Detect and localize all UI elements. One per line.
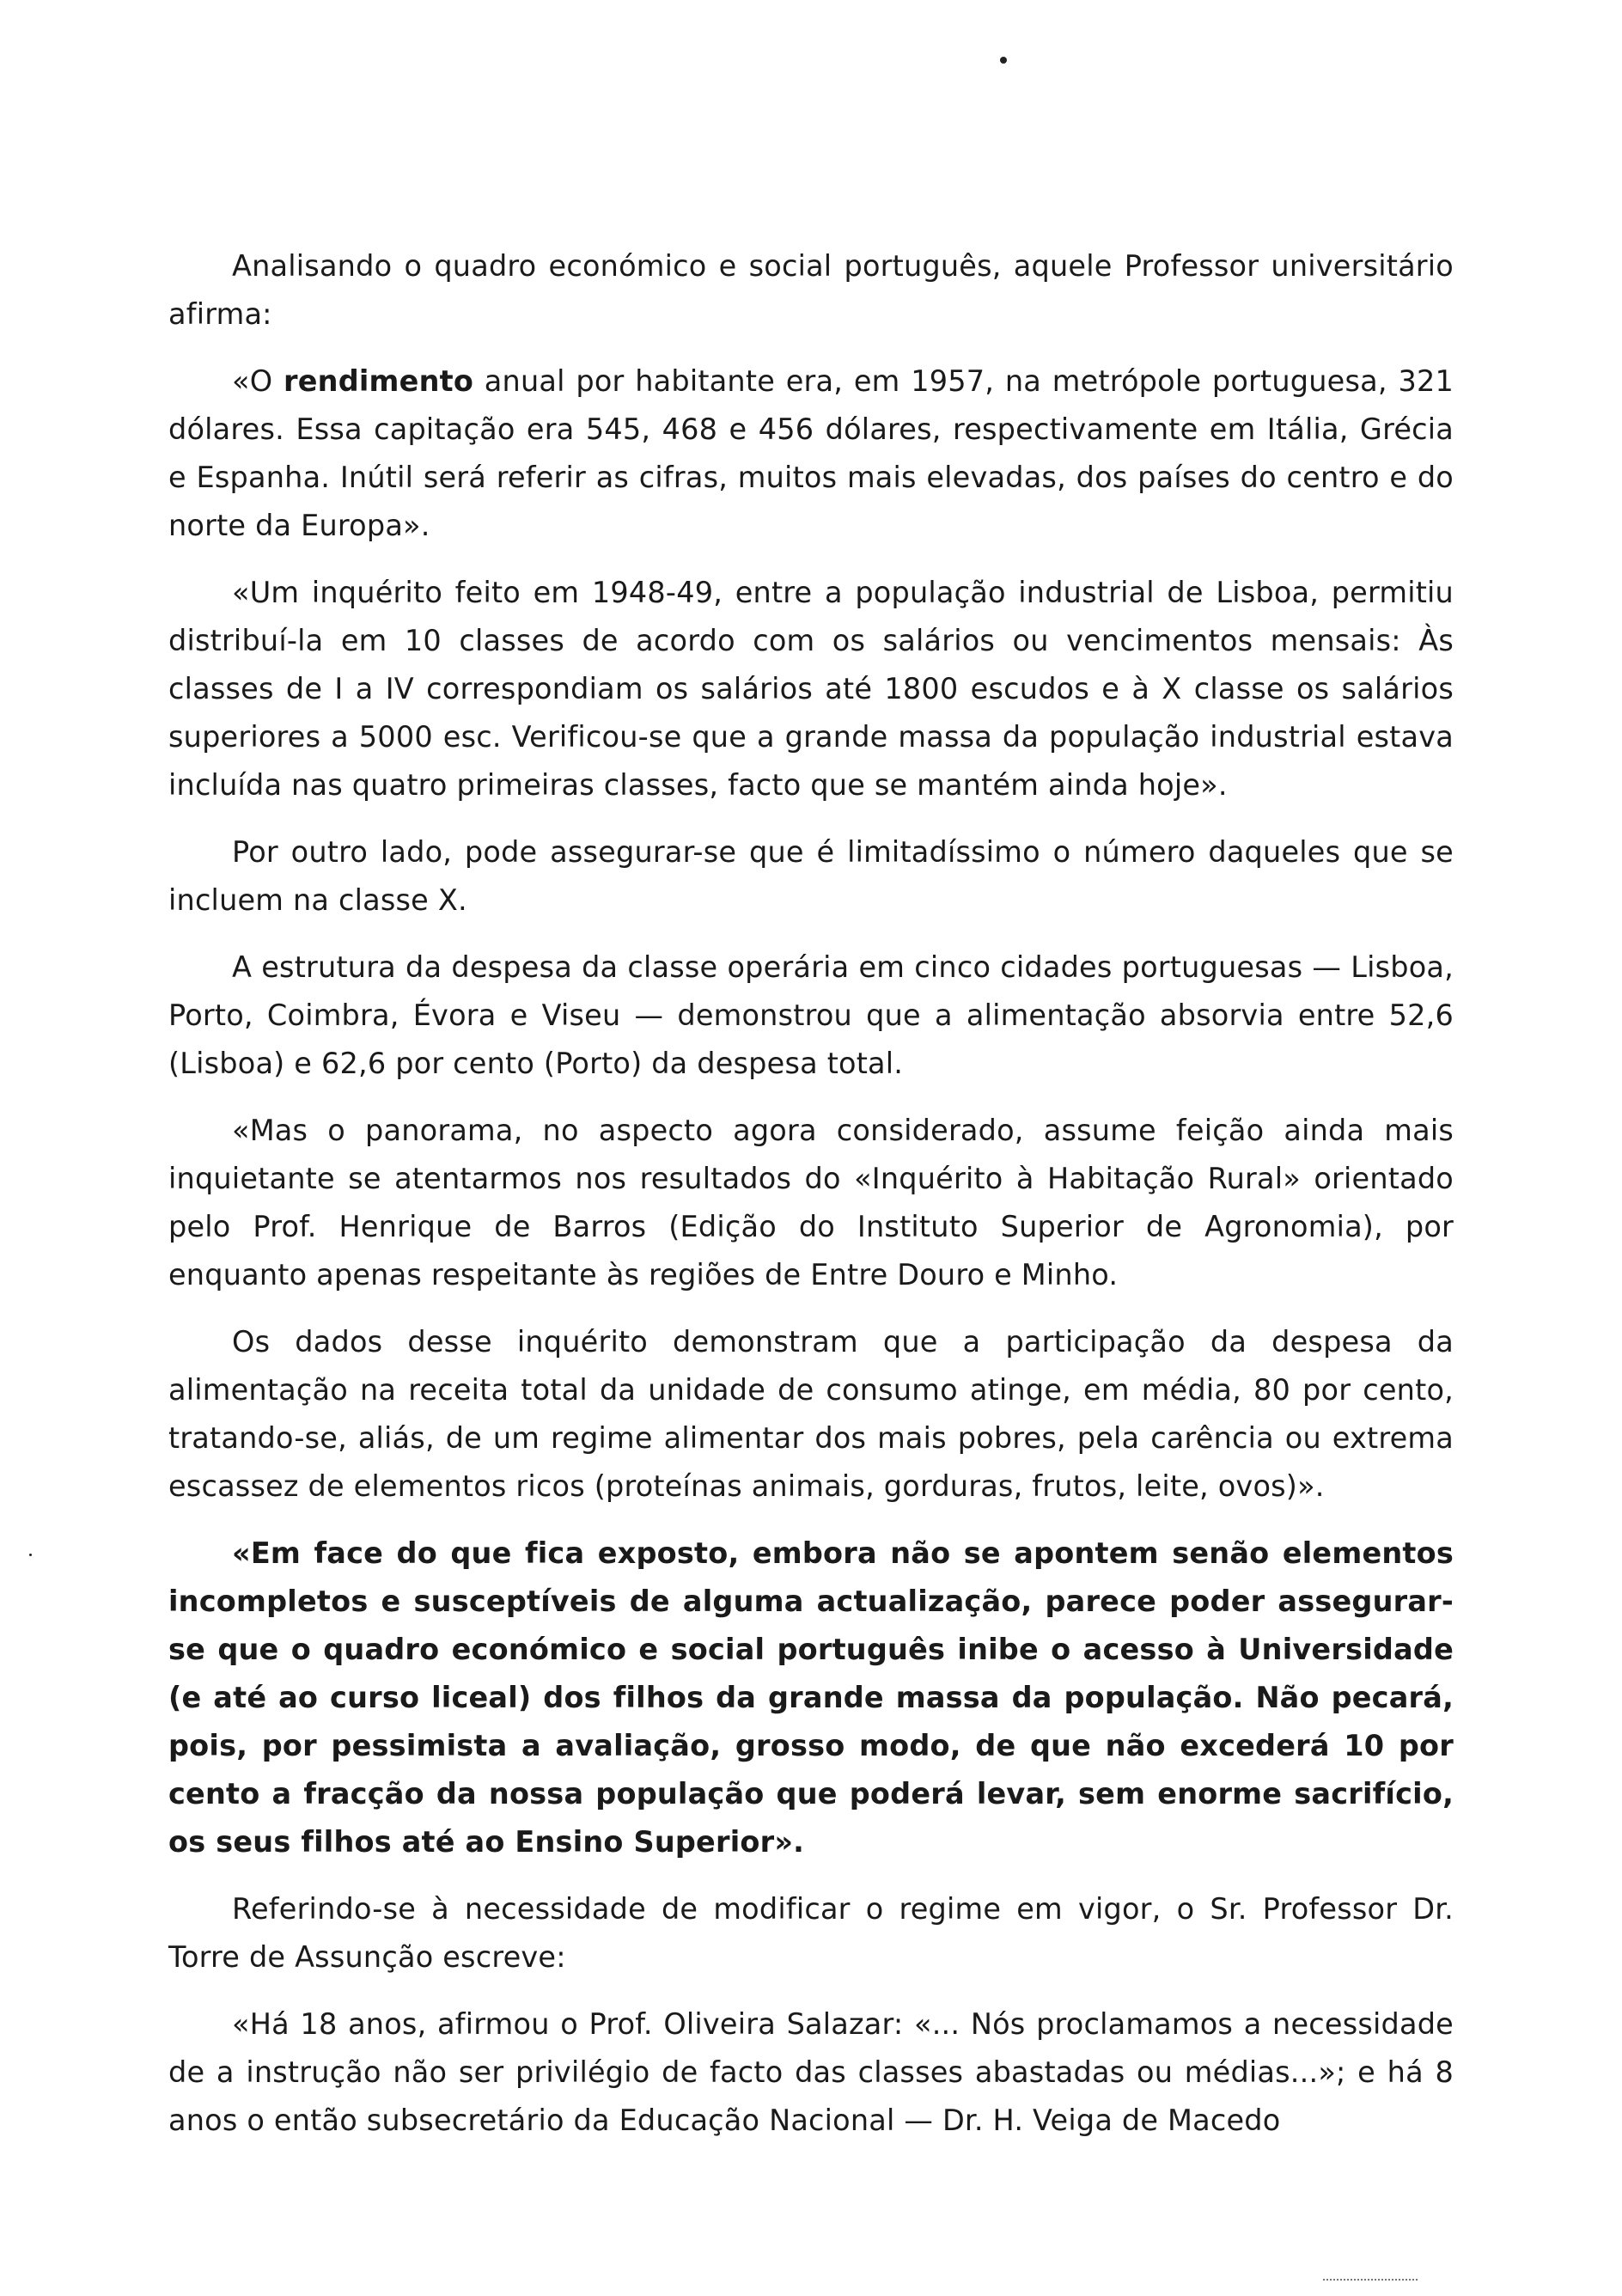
paragraph-analisando: Analisando o quadro económico e social português, aquele Professor universitário afirma:: [168, 249, 1454, 331]
paragraph-dados-inquerito: Os dados desse inquérito demonstram que a participação da despesa da alimentação na receita total da unidade de consumo atinge, em média, 80 por cento, tratando-se, aliás, de um regime alimentar dos mais pobres, pela carência ou extrema escassez de elementos ricos (proteínas animais, gorduras, frutos, leite, ovos)».: [168, 1325, 1454, 1503]
paragraph-rendimento: [168, 357, 1454, 550]
document-page: [168, 242, 1454, 2164]
scan-speck-left: [29, 1554, 32, 1556]
paragraph-estrutura-despesa: A estrutura da despesa da classe operária em cinco cidades portuguesas — Lisboa, Porto, Coimbra, Évora e Viseu — demonstrou que a alimentação absorvia entre 52,6 (Lisboa) e 62,6 por cento (Porto) da despesa total.: [168, 950, 1454, 1080]
paragraph-panorama: «Mas o panorama, no aspecto agora considerado, assume feição ainda mais inquietante se atentarmos nos resultados do «Inquérito à Habitação Rural» orientado pelo Prof. Henrique de Barros (Edição do Instituto Superior de Agronomia), por enquanto apenas respeitante às regiões de Entre Douro e Minho.: [168, 1114, 1454, 1292]
paragraph-classe-x: Por outro lado, pode assegurar-se que é limitadíssimo o número daqueles que se incluem na classe X.: [168, 835, 1454, 917]
paragraph-rendimento-rest: anual por habitante era, em 1957, na metrópole portuguesa, 321 dólares. Essa capitação era 545, 468 e 456 dólares, respectivamente em Itália, Grécia e Espanha. Inútil será referir as cifras, muitos mais elevadas, dos países do centro e do norte da Europa».: [168, 364, 1454, 542]
quote-open: «O: [232, 364, 284, 398]
paragraph-torre-assuncao: Referindo-se à necessidade de modificar o regime em vigor, o Sr. Professor Dr. Torre de Assunção escreve:: [168, 1892, 1454, 1974]
paragraph-salazar-quote: «Há 18 anos, afirmou o Prof. Oliveira Salazar: «... Nós proclamamos a necessidade de a instrução não ser privilégio de facto das classes abastadas ou médias...»; e há 8 anos o então subsecretário da Educação Nacional — Dr. H. Veiga de Macedo: [168, 2007, 1454, 2137]
emphasis-rendimento: rendimento: [284, 364, 474, 398]
paragraph-inquerito-lisboa: «Um inquérito feito em 1948-49, entre a população industrial de Lisboa, permitiu distribuí-la em 10 classes de acordo com os salários ou vencimentos mensais: Às classes de I a IV correspondiam os salários até 1800 escudos e à X classe os salários superiores a 5000 esc. Verificou-se que a grande massa da população industrial estava incluída nas quatro primeiras classes, facto que se mantém ainda hoje».: [168, 576, 1454, 802]
paragraph-conclusao-bold: «Em face do que fica exposto, embora não se apontem senão elementos incompletos e susceptíveis de alguma actualização, parece poder assegurar-se que o quadro económico e social português inibe o acesso à Universidade (e até ao curso liceal) dos filhos da grande massa da população. Não pecará, pois, por pessimista a avaliação, grosso modo, de que não excederá 10 por cento a fracção da nossa população que poderá levar, sem enorme sacrifício, os seus filhos até ao Ensino Superior».: [168, 1536, 1454, 1859]
scan-speck-top: [1000, 57, 1007, 64]
scan-footer-mark: [1323, 2279, 1418, 2283]
